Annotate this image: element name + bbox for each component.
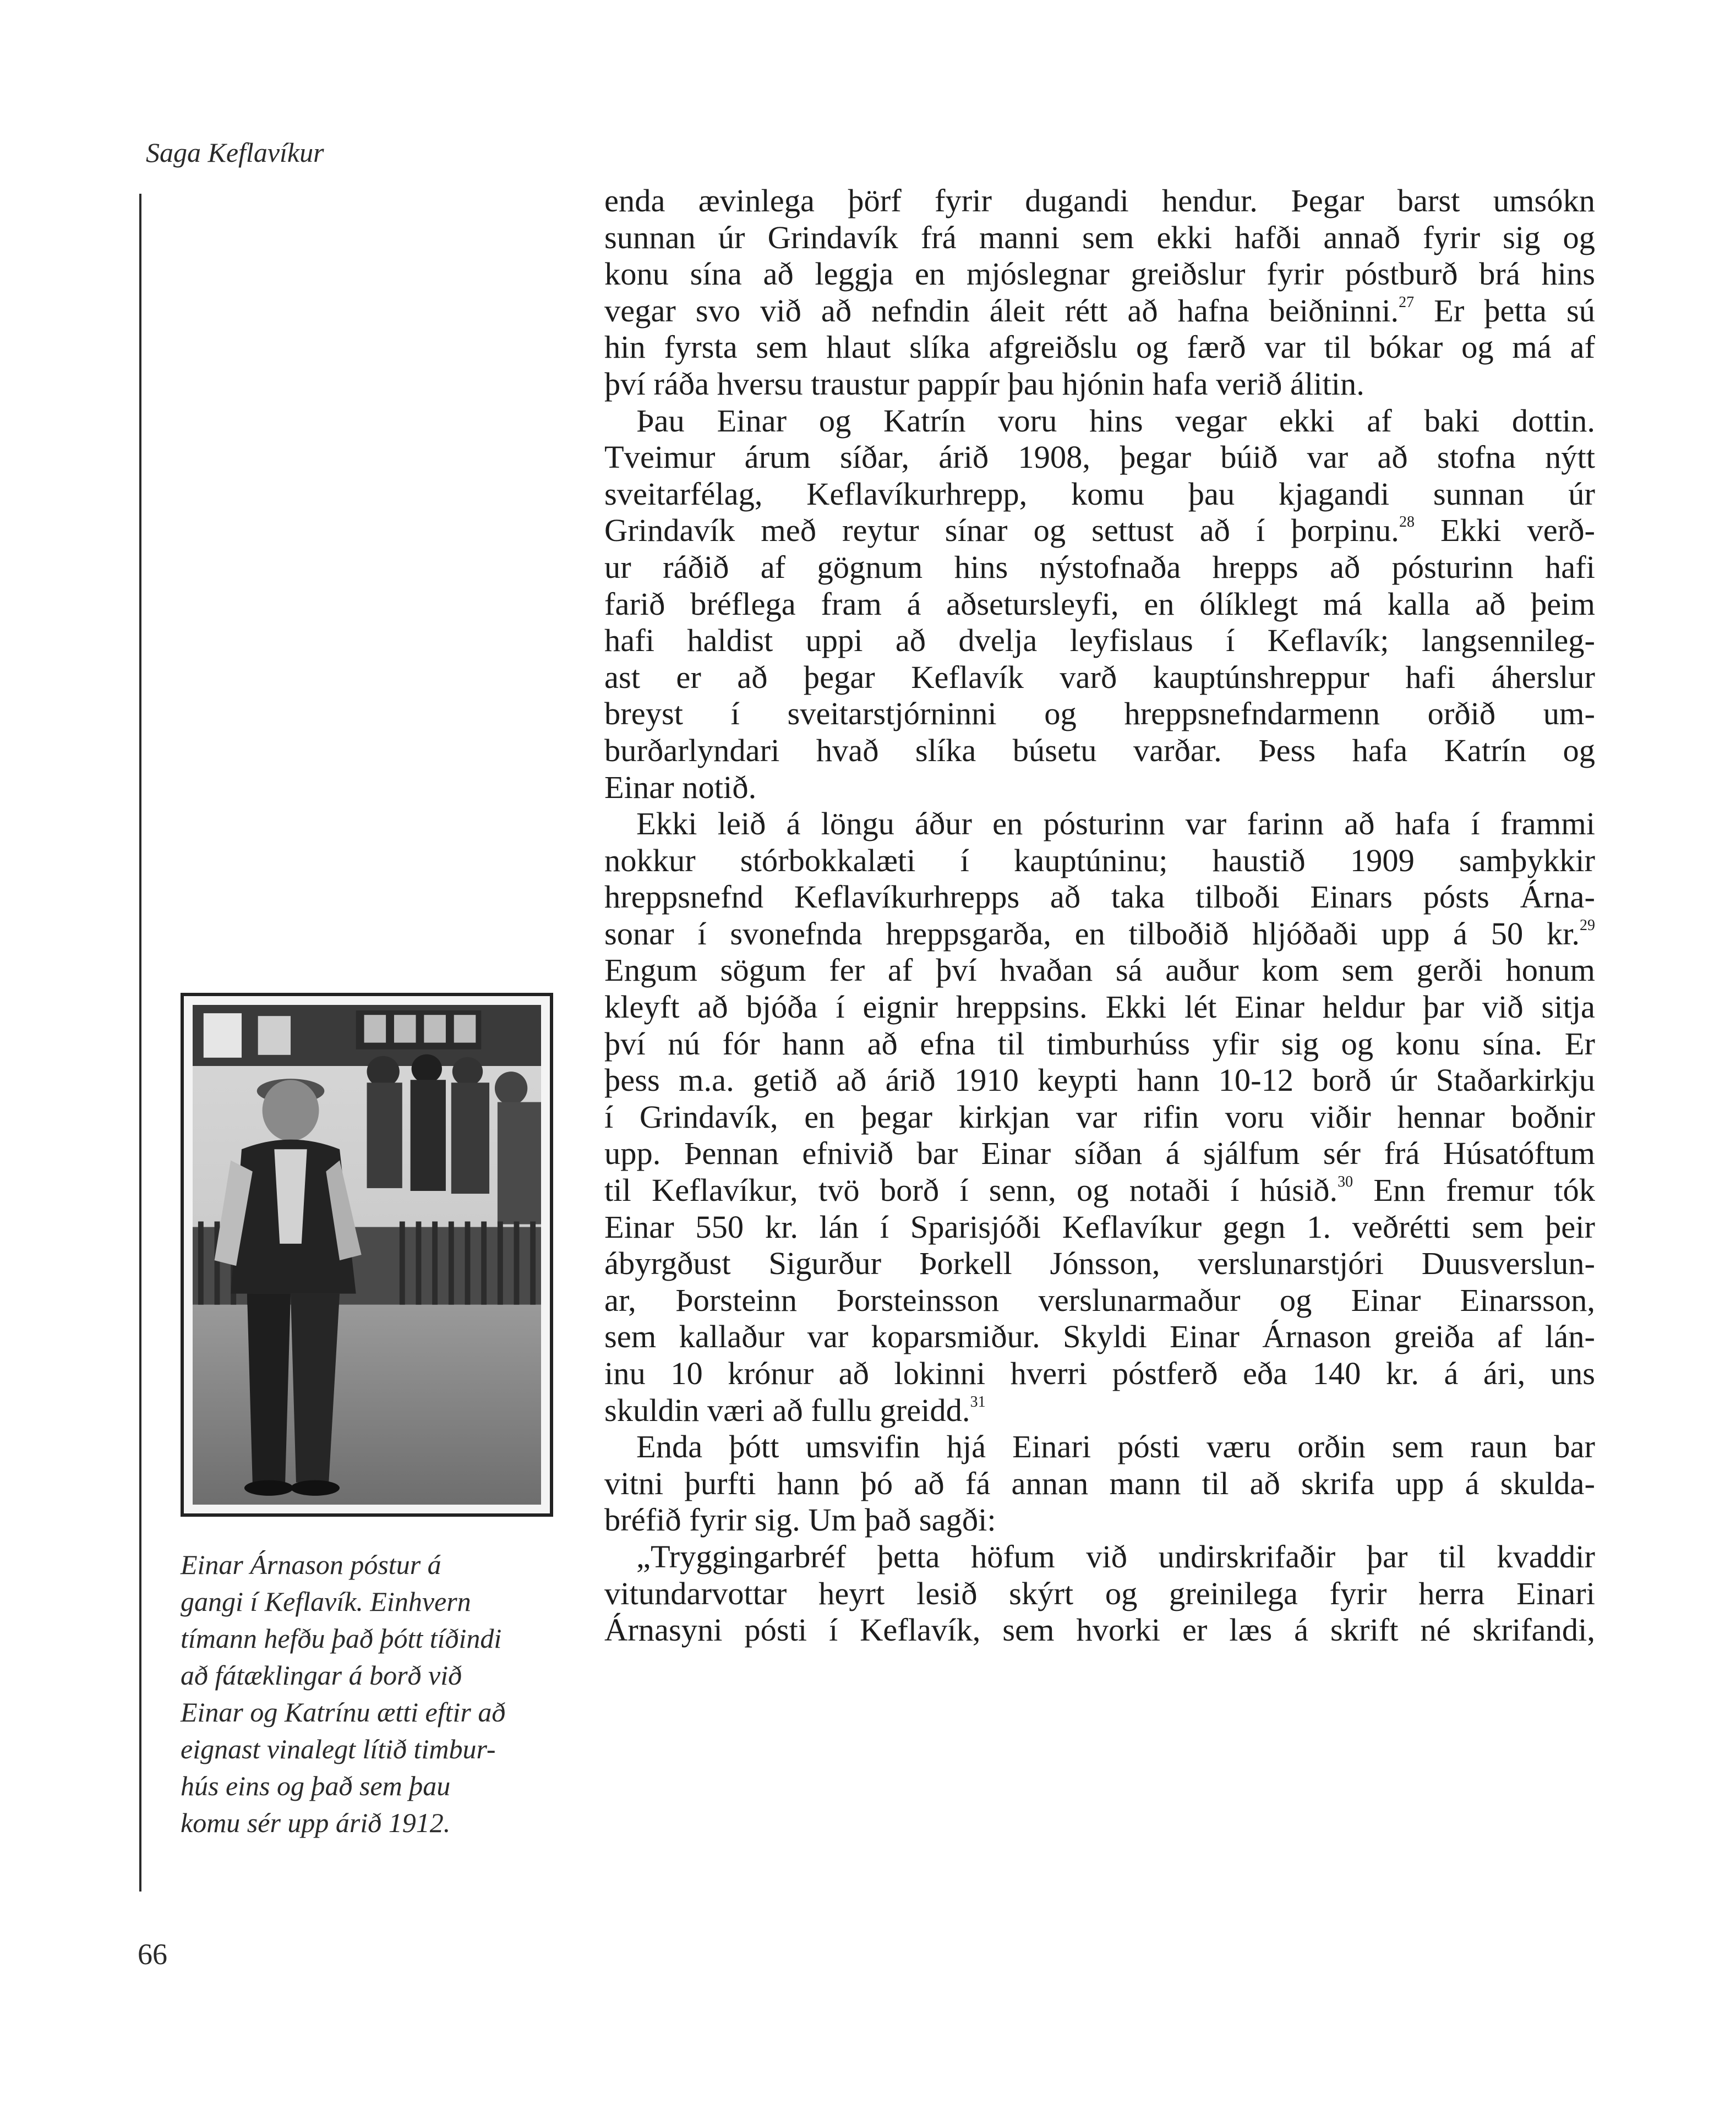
text-line <box>604 1392 1595 1429</box>
line-text: Tveimur árum síðar, árið 1908, þegar búið var að stofna nýtt <box>604 439 1595 475</box>
line-text: hin fyrsta sem hlaut slíka afgreiðslu og færð var til bókar og má af <box>604 329 1595 365</box>
caption-line: Einar og Katrínu ætti eftir að <box>181 1697 506 1728</box>
line-text: vegar svo við að nefndin áleit rétt að hafna beiðninni. <box>604 292 1399 329</box>
line-text: vitni þurfti hann þó að fá annan mann til að skrifa upp á skulda- <box>604 1465 1595 1501</box>
text-line <box>604 1612 1595 1649</box>
footnote-marker: 27 <box>1399 293 1415 311</box>
text-line <box>604 183 1595 220</box>
line-text: Þau Einar og Katrín voru hins vegar ekki af baki dottin. <box>636 402 1595 439</box>
line-text: farið bréflega fram á aðsetursleyfi, en ólíklegt má kalla að þeim <box>604 586 1595 622</box>
footnote-marker: 29 <box>1580 916 1595 934</box>
text-line <box>604 1245 1595 1282</box>
line-text: kleyft að bjóða í eignir hreppsins. Ekki lét Einar heldur þar við sitja <box>604 989 1595 1025</box>
caption-line: tímann hefðu það þótt tíðindi <box>181 1623 502 1654</box>
line-text: upp. Þennan efnivið bar Einar síðan á sjálfum sér frá Húsatóftum <box>604 1135 1595 1172</box>
text-line <box>604 586 1595 623</box>
main-text-column <box>604 183 1595 1649</box>
line-text: bréfið fyrir sig. Um það sagði: <box>604 1502 996 1538</box>
footnote-marker: 31 <box>970 1393 986 1411</box>
text-line <box>604 439 1595 476</box>
line-text: hreppsnefnd Keflavíkurhrepps að taka tilboði Einars pósts Árna- <box>604 879 1595 915</box>
line-text: sveitarfélag, Keflavíkurhrepp, komu þau kjagandi sunnan úr <box>604 475 1595 512</box>
page-number: 66 <box>138 1938 167 1971</box>
text-line <box>604 952 1595 989</box>
text-line <box>604 622 1595 659</box>
text-line <box>604 256 1595 293</box>
line-text: ábyrgðust Sigurður Þorkell Jónsson, verslunarstjóri Duusverslun- <box>604 1245 1595 1282</box>
text-line <box>604 843 1595 879</box>
line-text: því nú fór hann að efna til timburhúss yfir sig og konu sína. Er <box>604 1025 1595 1062</box>
line-text-continuation: Er þetta sú <box>1414 292 1595 329</box>
text-line <box>604 659 1595 696</box>
text-line <box>604 1576 1595 1612</box>
text-line <box>604 879 1595 916</box>
caption-line: Einar Árnason póstur á <box>181 1549 441 1580</box>
line-text: ast er að þegar Keflavík varð kauptúnshreppur hafi áherslur <box>604 659 1595 695</box>
line-text: ur ráðið af gögnum hins nýstofnaða hrepps að pósturinn hafi <box>604 549 1595 585</box>
margin-rule <box>139 194 141 1892</box>
line-text: burðarlyndari hvað slíka búsetu varðar. Þess hafa Katrín og <box>604 732 1595 768</box>
photo-frame <box>181 993 553 1517</box>
footnote-marker: 28 <box>1399 513 1415 531</box>
text-line <box>604 732 1595 769</box>
text-line <box>604 293 1595 330</box>
text-line <box>604 329 1595 366</box>
text-line <box>604 1355 1595 1392</box>
caption-line: að fátæklingar á borð við <box>181 1660 462 1691</box>
text-line <box>604 1172 1595 1209</box>
line-text: til Keflavíkur, tvö borð í senn, og notaði í húsið. <box>604 1172 1338 1209</box>
caption-line: eignast vinalegt lítið timbur- <box>181 1734 496 1764</box>
line-text: breyst í sveitarstjórninni og hreppsnefndarmenn orðið um- <box>604 696 1595 732</box>
text-line <box>604 769 1595 806</box>
line-text: þess m.a. getið að árið 1910 keypti hann 10-12 borð úr Staðarkirkju <box>604 1062 1595 1098</box>
line-text: Enda þótt umsvifin hjá Einari pósti væru orðin sem raun bar <box>636 1429 1595 1465</box>
text-line <box>604 1539 1595 1576</box>
text-line <box>604 1429 1595 1466</box>
line-text: sem kallaður var koparsmiður. Skyldi Einar Árnason greiða af lán- <box>604 1319 1595 1355</box>
line-text: vitundarvottar heyrt lesið skýrt og greinilega fyrir herra Einari <box>604 1575 1595 1611</box>
text-line <box>604 1209 1595 1246</box>
text-line <box>604 220 1595 256</box>
line-text: inu 10 krónur að lokinni hverri póstferð eða 140 kr. á ári, uns <box>604 1355 1595 1391</box>
caption-line: gangi í Keflavík. Einhvern <box>181 1586 471 1617</box>
line-text: „Tryggingarbréf þetta höfum við undirskrifaðir þar til kvaddir <box>636 1538 1595 1575</box>
text-line <box>604 1062 1595 1099</box>
photo-caption <box>181 1546 555 1841</box>
text-line <box>604 549 1595 586</box>
text-line <box>604 696 1595 732</box>
line-text: skuldin væri að fullu greidd. <box>604 1392 970 1428</box>
caption-line: hús eins og það sem þau <box>181 1770 451 1801</box>
line-text: í Grindavík, en þegar kirkjan var rifin voru viðir hennar boðnir <box>604 1098 1595 1135</box>
line-text: hafi haldist uppi að dvelja leyfislaus í Keflavík; langsennileg- <box>604 622 1595 659</box>
text-line <box>604 1502 1595 1539</box>
line-text: Ekki leið á löngu áður en pósturinn var farinn að hafa í frammi <box>636 806 1595 842</box>
line-text: Engum sögum fer af því hvaðan sá auður kom sem gerði honum <box>604 952 1595 988</box>
line-text: nokkur stórbokkalæti í kauptúninu; haustið 1909 samþykkir <box>604 842 1595 878</box>
text-line <box>604 366 1595 403</box>
text-line <box>604 1466 1595 1502</box>
line-text: konu sína að leggja en mjóslegnar greiðslur fyrir póstburð brá hins <box>604 256 1595 292</box>
line-text: Einar notið. <box>604 769 757 805</box>
running-head: Saga Keflavíkur <box>146 137 324 168</box>
text-line <box>604 476 1595 513</box>
photograph-einar-arnason <box>193 1005 541 1505</box>
line-text: Grindavík með reytur sínar og settust að í þorpinu. <box>604 512 1399 549</box>
text-line <box>604 512 1595 549</box>
text-line <box>604 1319 1595 1355</box>
text-line <box>604 989 1595 1026</box>
text-line <box>604 1135 1595 1172</box>
line-text: Árnasyni pósti í Keflavík, sem hvorki er læs á skrift né skrifandi, <box>604 1612 1595 1648</box>
text-line <box>604 916 1595 953</box>
footnote-marker: 30 <box>1338 1173 1353 1191</box>
line-text: ar, Þorsteinn Þorsteinsson verslunarmaður og Einar Einarsson, <box>604 1282 1595 1318</box>
text-line <box>604 1026 1595 1063</box>
caption-line: komu sér upp árið 1912. <box>181 1807 451 1838</box>
line-text: sonar í svonefnda hreppsgarða, en tilboðið hljóðaði upp á 50 kr. <box>604 915 1580 952</box>
text-line <box>604 806 1595 843</box>
line-text: Einar 550 kr. lán í Sparisjóði Keflavíkur gegn 1. veðrétti sem þeir <box>604 1209 1595 1245</box>
line-text: því ráða hversu traustur pappír þau hjónin hafa verið álitin. <box>604 365 1364 402</box>
text-line <box>604 1099 1595 1136</box>
text-line <box>604 403 1595 440</box>
line-text: sunnan úr Grindavík frá manni sem ekki hafði annað fyrir sig og <box>604 219 1595 255</box>
line-text-continuation: Enn fremur tók <box>1353 1172 1595 1209</box>
line-text: enda ævinlega þörf fyrir dugandi hendur. Þegar barst umsókn <box>604 183 1595 218</box>
line-text-continuation: Ekki verð- <box>1414 512 1595 549</box>
text-line <box>604 1282 1595 1319</box>
